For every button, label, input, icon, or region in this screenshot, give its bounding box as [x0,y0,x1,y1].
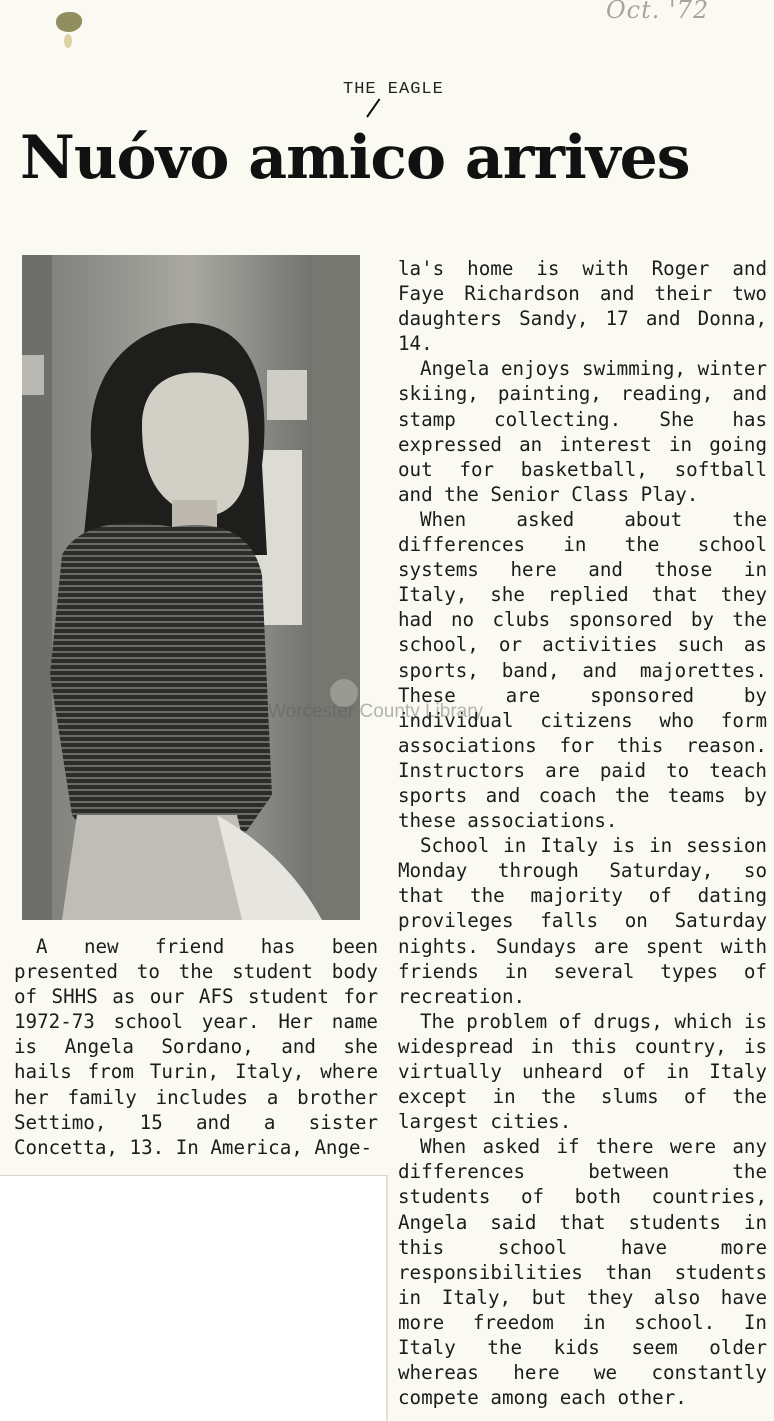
article-photo [22,255,360,920]
article-paragraph: A new friend has been presented to the student body of SHHS as our AFS student for 1972-73 school year. Her name is Angela Sordano, and she hails from Turin, Italy, where her family includes a brother Settimo, 15 and a sister Concetta, 13. In America, Ange- [14,935,378,1159]
clipping-fold [0,1175,387,1421]
article-paragraph: Angela enjoys swimming, winter skiing, painting, reading, and stamp collecting. She has expressed an interest in going out for basketball, softball and the Senior Class Play. [398,357,767,506]
article-paragraph: The problem of drugs, which is widespread in this country, is virtually unheard of in Italy except in the slums of the largest cities. [398,1009,767,1134]
library-watermark: Worcester County Library [268,701,484,722]
stain-mark-small [64,34,72,48]
clipping-edge [386,1175,388,1420]
section-heading: THE EAGLE [343,80,444,99]
article-column-right [398,256,767,1410]
article-paragraph: When asked if there were any differences between the students of both countries, Angela said that students in this school have more responsibilities than students in Italy, but they also have more freedom in school. In Italy the kids seem older whereas here we constantly compete among each other. [398,1135,767,1410]
accent-stroke [366,98,380,117]
article-column-left [14,934,378,1160]
headline: Nuóvo amico arrives [20,123,690,193]
article-paragraph: School in Italy is in session Monday through Saturday, so that the majority of dating provileges falls on Saturday nights. Sundays are spent with friends in several types of recreation. [398,834,767,1008]
photo-image [22,255,360,920]
article-paragraph: When asked about the differences in the school systems here and those in Italy, she replied that they had no clubs sponsored by the school, or activities such as sports, band, and majorettes. These are sponsored by individual citizens who form associations for this reason. Instructors are paid to teach sports and coach the teams by these associations. [398,507,767,833]
handwritten-date: Oct. '72 [606,0,710,24]
article-paragraph: la's home is with Roger and Faye Richardson and their two daughters Sandy, 17 and Donna, 14. [398,257,767,356]
stain-mark [56,12,82,32]
